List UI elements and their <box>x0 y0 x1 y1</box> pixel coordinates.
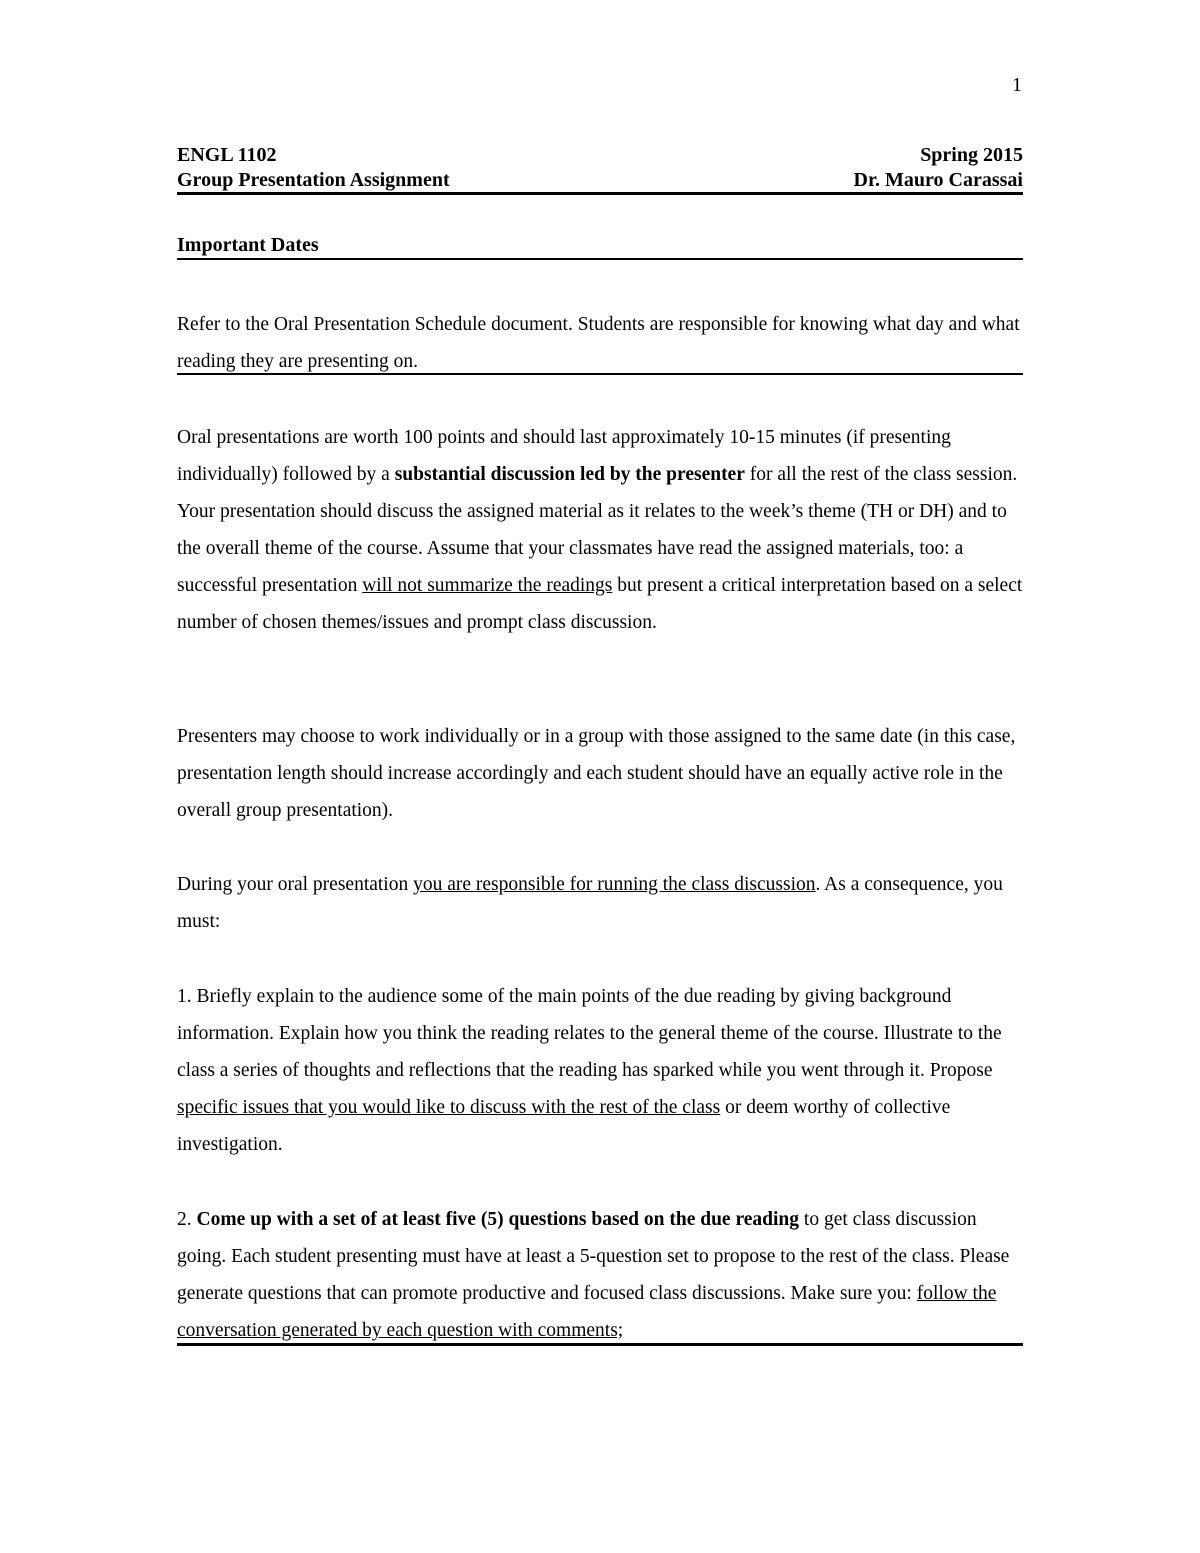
list-item-2: 2. Come up with a set of at least five (5) questions based on the due reading to get class discussion going. Each student presenting must have at least a 5-question set to propose to the rest of the class. Please generate questions that can promote productive and focused class discussions. Make sure you: follow the conversation generated by each question with comments; <box>177 1209 1010 1341</box>
term: Spring 2015 <box>920 144 1023 166</box>
footer-divider <box>177 1343 1023 1346</box>
paragraph-presenters: Presenters may choose to work individually or in a group with those assigned to the same date (in this case, presentation length should increase accordingly and each student should have an equally active role in the overall group presentation). <box>177 726 1016 821</box>
header-row-2 <box>177 168 1023 193</box>
section-divider <box>177 258 1023 260</box>
section-title: Important Dates <box>177 234 319 256</box>
assignment-title: Group Presentation Assignment <box>177 169 450 191</box>
course-code: ENGL 1102 <box>177 144 277 166</box>
paragraph-oral-presentations: Oral presentations are worth 100 points and should last approximately 10-15 minutes (if presenting individually) followed by a substantial discussion led by the presenter for all the rest of the class session. Your presentation should discuss the assigned material as it relates to the week’s theme (TH or DH) and to the overall theme of the course. Assume that your classmates have read the assigned materials, too: a successful presentation will not summarize the readings but present a critical interpretation based on a select number of chosen themes/issues and prompt class discussion. <box>177 427 1023 633</box>
paragraph-schedule: Refer to the Oral Presentation Schedule document. Students are responsible for knowing what day and what reading they are presenting on. <box>177 314 1020 372</box>
instructor-name: Dr. Mauro Carassai <box>853 169 1023 191</box>
paragraph-divider <box>177 373 1023 375</box>
paragraph-responsibility: During your oral presentation you are responsible for running the class discussion. As a consequence, you must: <box>177 874 1003 932</box>
header-row-1 <box>177 143 1023 168</box>
list-item-1: 1. Briefly explain to the audience some of the main points of the due reading by giving background information. Explain how you think the reading relates to the general theme of the course. Illustrate to the class a series of thoughts and reflections that the reading has sparked while you went through it. Propose specific issues that you would like to discuss with the rest of the class or deem worthy of collective investigation. <box>177 986 1002 1155</box>
header-divider <box>177 192 1023 195</box>
page-number: 1 <box>1012 74 1022 96</box>
